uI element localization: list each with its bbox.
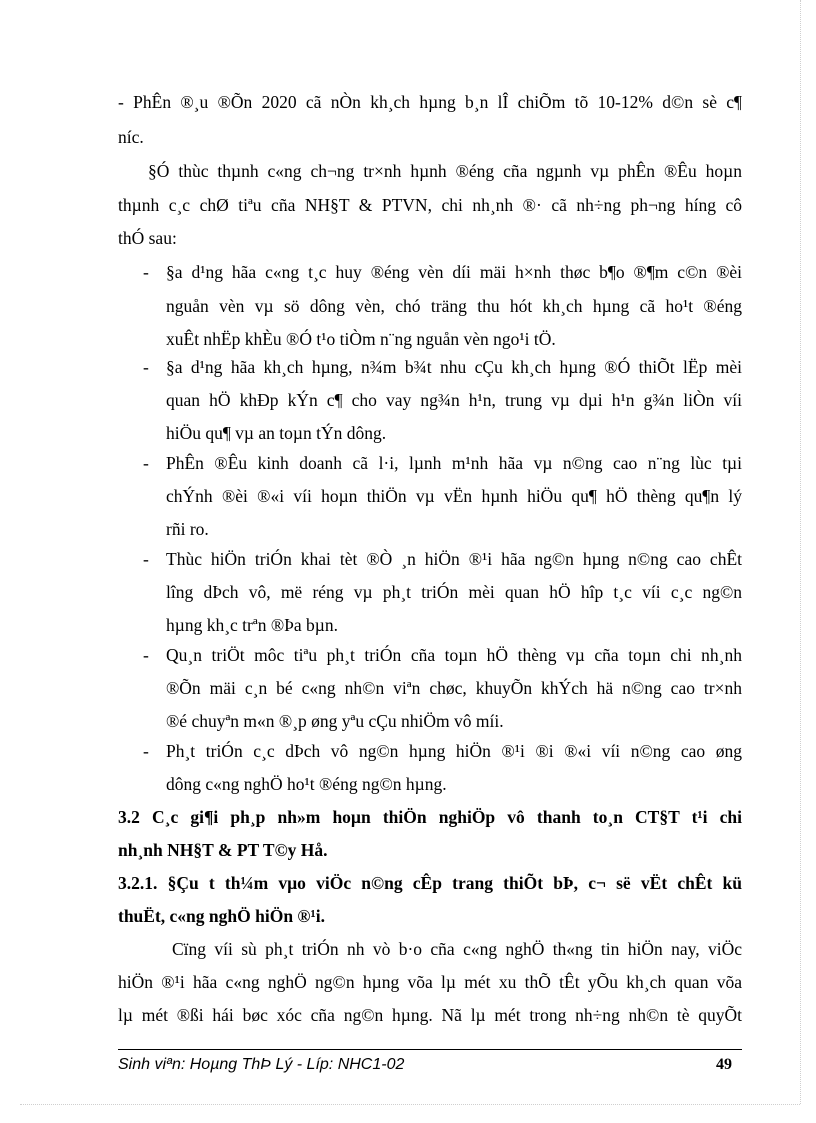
subsection-heading: 3.2.1. §Çu t th¼m vµo viÖc n©ng cÊp trang thiÕt bÞ, c¬ së vËt chÊt kü	[118, 873, 742, 893]
bullet-dash: -	[143, 645, 149, 665]
paragraph-line: thÓ sau:	[118, 228, 177, 248]
page-border-right	[800, 0, 801, 1104]
bullet-line: lîng dÞch vô, më réng vµ ph¸t triÓn mèi quan hÖ hîp t¸c víi c¸c ng©n	[166, 582, 742, 602]
bullet-dash: -	[143, 453, 149, 473]
paragraph-line: §Ó thùc thµnh c«ng ch¬ng tr×nh hµnh ®éng cña ngµnh vµ phÊn ®Êu hoµn	[148, 161, 742, 181]
page-number: 49	[716, 1056, 732, 1073]
subsection-heading: thuËt, c«ng nghÖ hiÖn ®¹i.	[118, 906, 325, 926]
paragraph-line: lµ mét ®ßi hái bøc xóc cña ng©n hµng. Nã lµ mét trong nh÷ng nh©n tè quyÕt	[118, 1005, 742, 1025]
bullet-dash: -	[143, 549, 149, 569]
bullet-line: xuÊt nhËp khÈu ®Ó t¹o tiÒm n¨ng nguån vèn ngo¹i tÖ.	[166, 329, 556, 349]
paragraph-line: níc.	[118, 127, 144, 147]
bullet-dash: -	[143, 262, 149, 282]
bullet-line: rñi ro.	[166, 519, 209, 539]
paragraph-line: thµnh c¸c chØ tiªu cña NH§T & PTVN, chi nh¸nh ®· cã nh÷ng ph¬ng híng cô	[118, 195, 742, 215]
bullet-line: PhÊn ®Êu kinh doanh cã l·i, lµnh m¹nh hãa vµ n©ng cao n¨ng lùc tµi	[166, 453, 742, 473]
bullet-line: Ph¸t triÓn c¸c dÞch vô ng©n hµng hiÖn ®¹i ®i ®«i víi n©ng cao øng	[166, 741, 742, 761]
footer-divider	[118, 1049, 742, 1050]
bullet-line: ®é chuyªn m«n ®¸p øng yªu cÇu nhiÖm vô míi.	[166, 711, 504, 731]
paragraph-line: - PhÊn ®¸u ®Õn 2020 cã nÒn kh¸ch hµng b¸n lÎ chiÕm tõ 10-12% d©n sè c¶	[118, 92, 742, 112]
bullet-line: Thùc hiÖn triÓn khai tèt ®Ò ¸n hiÖn ®¹i hãa ng©n hµng n©ng cao chÊt	[166, 549, 742, 569]
bullet-line: chÝnh ®èi ®«i víi hoµn thiÖn vµ vËn hµnh hiÖu qu¶ hÖ thèng qu¶n lý	[166, 486, 742, 506]
bullet-line: ®Õn mäi c¸n bé c«ng nh©n viªn chøc, khuyÕn khÝch hä n©ng cao tr×nh	[166, 678, 742, 698]
paragraph-line: hiÖn ®¹i hãa c«ng nghÖ ng©n hµng võa lµ mét xu thÕ tÊt yÕu kh¸ch quan võa	[118, 972, 742, 992]
bullet-line: dông c«ng nghÖ ho¹t ®éng ng©n hµng.	[166, 774, 447, 794]
bullet-line: §a d¹ng hãa kh¸ch hµng, n¾m b¾t nhu cÇu kh¸ch hµng ®Ó thiÕt lËp mèi	[166, 357, 742, 377]
footer-author: Sinh viªn: Hoµng ThÞ Lý - Líp: NHC1-02	[118, 1056, 405, 1073]
bullet-dash: -	[143, 357, 149, 377]
bullet-line: quan hÖ khÐp kÝn c¶ cho vay ng¾n h¹n, trung vµ dµi h¹n g¾n liÒn víi	[166, 390, 742, 410]
section-heading: 3.2 C¸c gi¶i ph¸p nh»m hoµn thiÖn nghiÖp vô thanh to¸n CT§T t¹i chi	[118, 807, 742, 827]
bullet-line: hµng kh¸c trªn ®Þa bµn.	[166, 615, 338, 635]
bullet-line: Qu¸n triÖt môc tiªu ph¸t triÓn cña toµn hÖ thèng vµ cña toµn chi nh¸nh	[166, 645, 742, 665]
bullet-line: hiÖu qu¶ vµ an toµn tÝn dông.	[166, 423, 387, 443]
bullet-dash: -	[143, 741, 149, 761]
paragraph-line: Cïng víi sù ph¸t triÓn nh vò b·o cña c«ng nghÖ th«ng tin hiÖn nay, viÖc	[172, 939, 742, 959]
bullet-line: nguån vèn vµ sö dông vèn, chó träng thu hót kh¸ch hµng cã ho¹t ®éng	[166, 296, 742, 316]
section-heading: nh¸nh NH§T & PT T©y Hå.	[118, 840, 328, 860]
bullet-line: §a d¹ng hãa c«ng t¸c huy ®éng vèn díi mäi h×nh thøc b¶o ®¶m c©n ®èi	[166, 262, 742, 282]
page-border-bottom	[20, 1104, 800, 1105]
